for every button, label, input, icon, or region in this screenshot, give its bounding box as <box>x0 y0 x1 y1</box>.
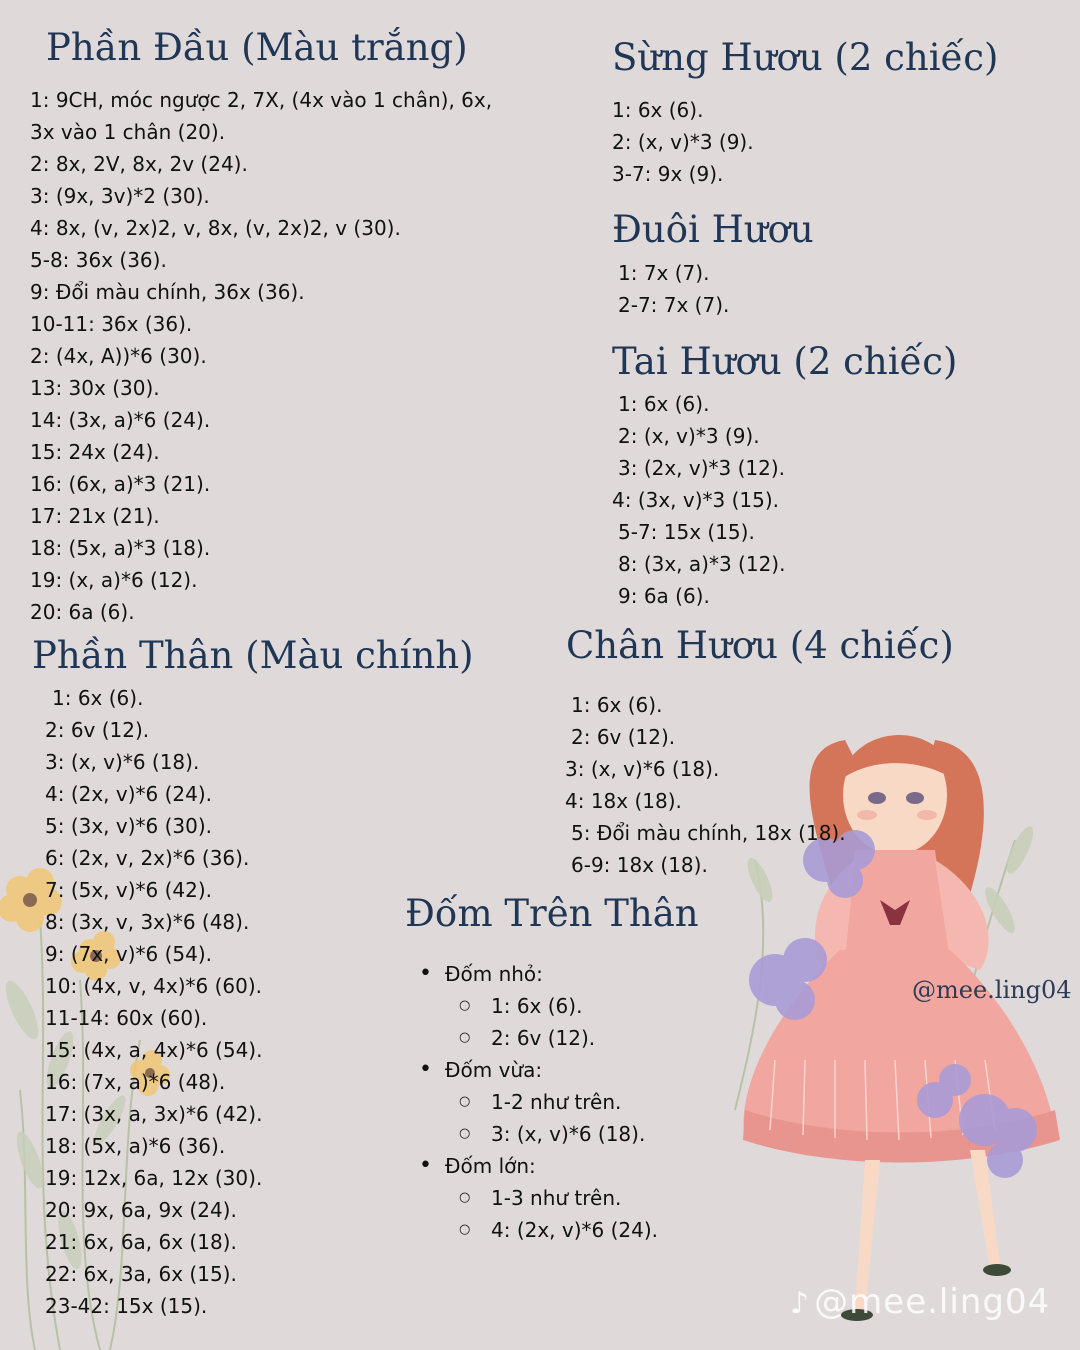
spots-small-item: ○ 2: 6v (12). <box>415 1022 658 1054</box>
tiktok-watermark <box>790 1282 1050 1322</box>
pattern-line: 18: (5x, a)*6 (36). <box>45 1134 226 1158</box>
pattern-line: 13: 30x (30). <box>30 376 160 400</box>
pattern-line: 1: 6x (6). <box>571 693 663 717</box>
ears-pattern-list <box>612 388 785 612</box>
pattern-line: 2: 6v (12). <box>571 725 676 749</box>
ears-section-title: Tai Hươu (2 chiếc) <box>612 340 958 383</box>
pattern-line: 3: (x, v)*6 (18). <box>45 750 200 774</box>
spots-large-item: ○ 1-3 như trên. <box>415 1182 658 1214</box>
spots-medium-item: ○ 3: (x, v)*6 (18). <box>415 1118 658 1150</box>
head-section-title: Phần Đầu (Màu trắng) <box>46 26 468 69</box>
pattern-line: 1: 7x (7). <box>618 261 710 285</box>
legs-pattern-list <box>565 689 846 881</box>
body-section-title: Phần Thân (Màu chính) <box>32 634 474 677</box>
pattern-line: 5-7: 15x (15). <box>618 520 755 544</box>
pattern-line: 2: (x, v)*3 (9). <box>618 424 760 448</box>
pattern-line: 10-11: 36x (36). <box>30 312 193 336</box>
pattern-line: 4: 18x (18). <box>565 789 682 813</box>
pattern-line: 1: 9CH, móc ngược 2, 7X, (4x vào 1 chân), 6x, <box>30 88 493 112</box>
pattern-line: 9: (7x, v)*6 (54). <box>45 942 213 966</box>
spots-large-label: • Đốm lớn: <box>415 1150 658 1182</box>
legs-section-title: Chân Hươu (4 chiếc) <box>566 624 954 667</box>
author-handle: @mee.ling04 <box>912 976 1072 1004</box>
pattern-line: 8: (3x, a)*3 (12). <box>618 552 786 576</box>
pattern-line: 19: 12x, 6a, 12x (30). <box>45 1166 263 1190</box>
pattern-line: 5: Đổi màu chính, 18x (18). <box>571 821 846 845</box>
pattern-line: 2: 6v (12). <box>45 718 150 742</box>
watermark-text: @mee.ling04 <box>814 1282 1051 1322</box>
pattern-line: 3: (x, v)*6 (18). <box>565 757 720 781</box>
pattern-line: 17: (3x, a, 3x)*6 (42). <box>45 1102 263 1126</box>
pattern-line: 6: (2x, v, 2x)*6 (36). <box>45 846 250 870</box>
spots-section-title: Đốm Trên Thân <box>405 892 699 935</box>
pattern-line: 2: (4x, A))*6 (30). <box>30 344 207 368</box>
pattern-line: 4: (2x, v)*6 (24). <box>45 782 213 806</box>
pattern-line: 14: (3x, a)*6 (24). <box>30 408 211 432</box>
head-pattern-list <box>30 84 492 628</box>
pattern-line: 15: (4x, a, 4x)*6 (54). <box>45 1038 263 1062</box>
pattern-line: 2: (x, v)*3 (9). <box>612 130 754 154</box>
pattern-line: 9: Đổi màu chính, 36x (36). <box>30 280 305 304</box>
antlers-section-title: Sừng Hươu (2 chiếc) <box>612 36 999 79</box>
pattern-line: 20: 6a (6). <box>30 600 135 624</box>
pattern-line: 5: (3x, v)*6 (30). <box>45 814 213 838</box>
pattern-line: 22: 6x, 3a, 6x (15). <box>45 1262 237 1286</box>
spots-list <box>415 958 658 1246</box>
pattern-line: 6-9: 18x (18). <box>571 853 708 877</box>
pattern-line: 16: (6x, a)*3 (21). <box>30 472 211 496</box>
pattern-line: 4: 8x, (v, 2x)2, v, 8x, (v, 2x)2, v (30). <box>30 216 401 240</box>
spots-large-item: ○ 4: (2x, v)*6 (24). <box>415 1214 658 1246</box>
pattern-line: 3: (2x, v)*3 (12). <box>618 456 786 480</box>
pattern-line: 17: 21x (21). <box>30 504 160 528</box>
pattern-line: 3: (9x, 3v)*2 (30). <box>30 184 210 208</box>
body-pattern-list <box>45 682 262 1322</box>
pattern-line: 3-7: 9x (9). <box>612 162 724 186</box>
spots-small-label: • Đốm nhỏ: <box>415 958 658 990</box>
tail-pattern-list <box>618 257 729 321</box>
pattern-line: 19: (x, a)*6 (12). <box>30 568 198 592</box>
pattern-line: 4: (3x, v)*3 (15). <box>612 488 780 512</box>
tiktok-icon: ♪ <box>790 1286 811 1321</box>
pattern-line: 20: 9x, 6a, 9x (24). <box>45 1198 237 1222</box>
pattern-line: 7: (5x, v)*6 (42). <box>45 878 213 902</box>
pattern-line: 10: (4x, v, 4x)*6 (60). <box>45 974 263 998</box>
pattern-line: 15: 24x (24). <box>30 440 160 464</box>
pattern-line: 9: 6a (6). <box>618 584 710 608</box>
pattern-line: 16: (7x, a)*6 (48). <box>45 1070 226 1094</box>
pattern-line: 3x vào 1 chân (20). <box>30 120 226 144</box>
pattern-line: 2-7: 7x (7). <box>618 293 730 317</box>
pattern-line: 1: 6x (6). <box>612 98 704 122</box>
spots-small-item: ○ 1: 6x (6). <box>415 990 658 1022</box>
pattern-line: 2: 8x, 2V, 8x, 2v (24). <box>30 152 248 176</box>
pattern-line: 8: (3x, v, 3x)*6 (48). <box>45 910 250 934</box>
pattern-line: 11-14: 60x (60). <box>45 1006 208 1030</box>
pattern-line: 1: 6x (6). <box>52 686 144 710</box>
pattern-line: 23-42: 15x (15). <box>45 1294 208 1318</box>
pattern-line: 1: 6x (6). <box>618 392 710 416</box>
spots-medium-item: ○ 1-2 như trên. <box>415 1086 658 1118</box>
antlers-pattern-list <box>612 94 754 190</box>
tail-section-title: Đuôi Hươu <box>612 208 814 251</box>
pattern-line: 21: 6x, 6a, 6x (18). <box>45 1230 237 1254</box>
spots-medium-label: • Đốm vừa: <box>415 1054 658 1086</box>
pattern-line: 5-8: 36x (36). <box>30 248 167 272</box>
pattern-line: 18: (5x, a)*3 (18). <box>30 536 211 560</box>
